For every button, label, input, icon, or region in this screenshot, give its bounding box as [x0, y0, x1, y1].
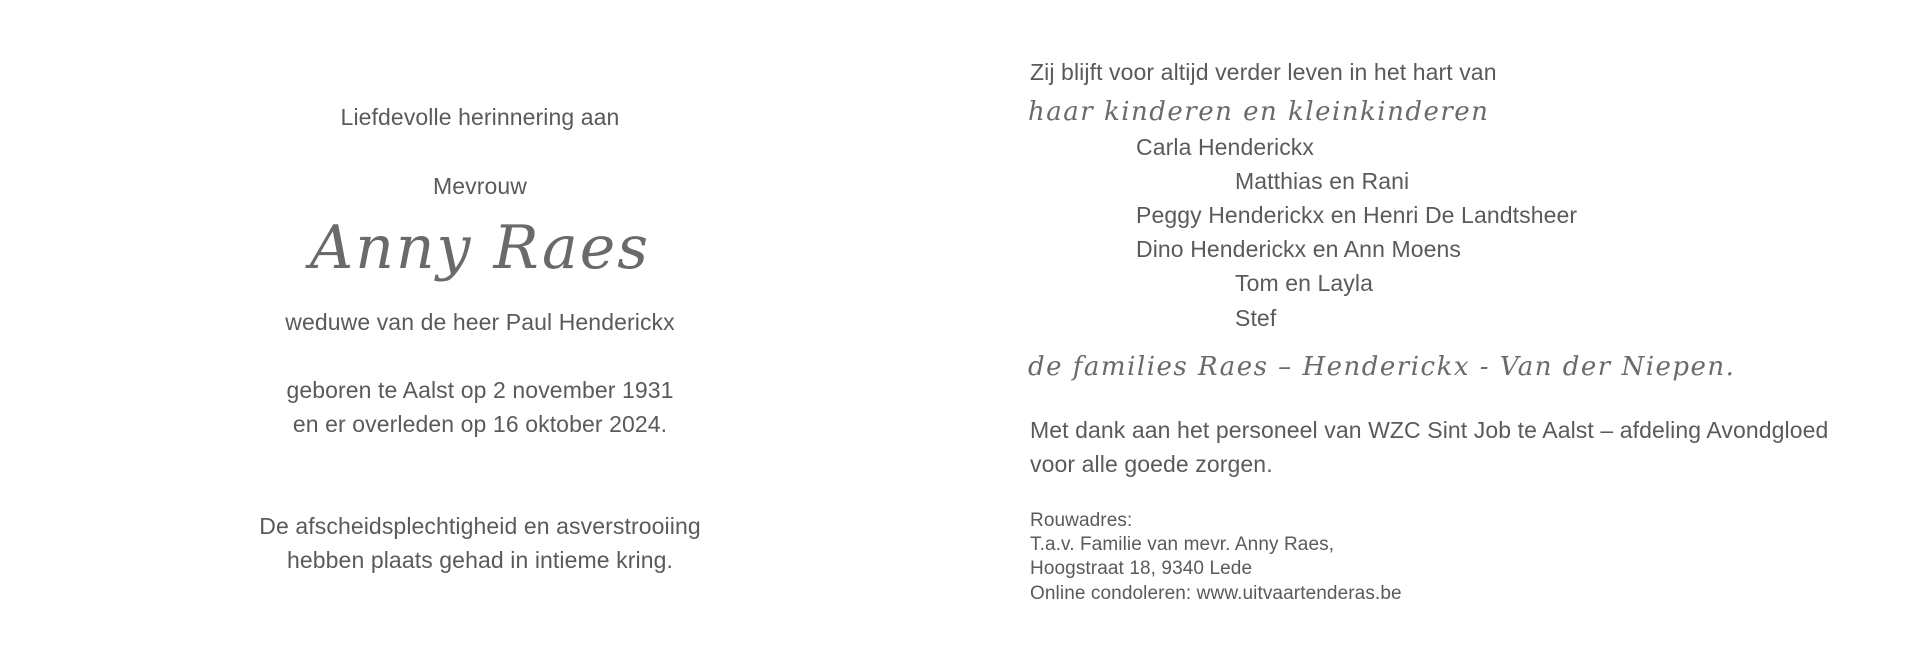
right-card — [960, 0, 1920, 653]
thanks-text-line1: Met dank aan het personeel van WZC Sint Job te Aalst – afdeling Avondgloed — [1030, 417, 1829, 443]
family-member: Tom en Layla — [1235, 270, 1373, 296]
ceremony-text-line1: De afscheidsplechtigheid en asverstrooiing — [259, 513, 701, 539]
family-member: Carla Henderickx — [1136, 134, 1314, 160]
children-heading: haar kinderen en kleinkinderen — [1028, 97, 1490, 127]
family-member: Peggy Henderickx en Henri De Landtsheer — [1136, 202, 1578, 228]
family-member: Stef — [1235, 305, 1277, 331]
intro-text: Liefdevolle herinnering aan — [340, 104, 620, 130]
online-condolence: Online condoleren: www.uitvaartenderas.be — [1030, 583, 1402, 604]
widow-of-text: weduwe van de heer Paul Henderickx — [285, 309, 675, 335]
address-recipient: T.a.v. Familie van mevr. Anny Raes, — [1030, 534, 1335, 555]
death-text: en er overleden op 16 oktober 2024. — [292, 411, 668, 437]
remembrance-text: Zij blijft voor altijd verder leven in het hart van — [1030, 59, 1497, 85]
birth-text: geboren te Aalst op 2 november 1931 — [286, 377, 674, 403]
families-line: de families Raes – Henderickx - Van der Niepen. — [1028, 352, 1736, 382]
deceased-name: Anny Raes — [309, 213, 651, 283]
thanks-text-line2: voor alle goede zorgen. — [1030, 451, 1273, 477]
address-street: Hoogstraat 18, 9340 Lede — [1030, 558, 1253, 579]
family-member: Dino Henderickx en Ann Moens — [1136, 236, 1461, 262]
salutation: Mevrouw — [432, 173, 527, 199]
ceremony-text-line2: hebben plaats gehad in intieme kring. — [286, 547, 674, 573]
family-member: Matthias en Rani — [1235, 168, 1410, 194]
address-label: Rouwadres: — [1030, 510, 1133, 531]
